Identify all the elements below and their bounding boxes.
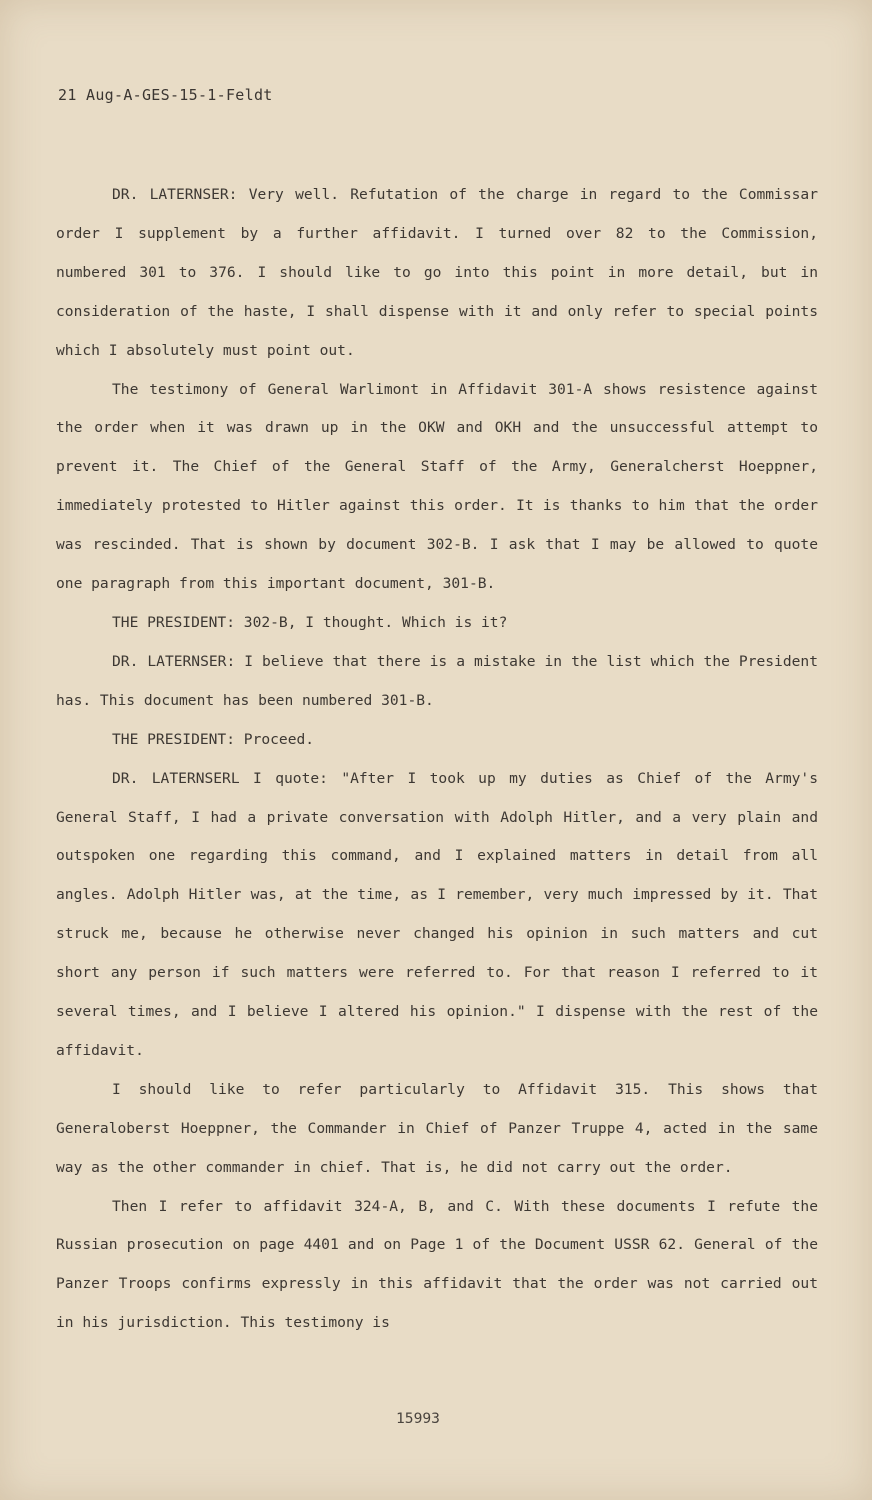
paragraph: THE PRESIDENT: 302-B, I thought. Which is it? [112,613,508,631]
paragraph: DR. LATERNSERL I quote: "After I took up my duties as Chief of the Army's General Staff, I had a private conversation with Adolph Hitler, and a very plain and outspoken one regarding this command, and I explained matters in detail from all angles. Adolph Hitler was, at the time, as I remember, very much impressed by it. That struck me, because he otherwise never changed his opinion in such matters and cut short any person if such matters were referred to. For that reason I referred to it several times, and I believe I altered his opinion." I dispense with the rest of the affidavit. [56,769,818,1059]
document-header: 21 Aug-A-GES-15-1-Feldt [58,86,273,104]
page-number: 15993 [396,1410,440,1427]
paragraph: DR. LATERNSER: I believe that there is a mistake in the list which the President has. This document has been numbered 301-B. [56,652,818,709]
paragraph: I should like to refer particularly to Affidavit 315. This shows that Generaloberst Hoeppner, the Commander in Chief of Panzer Truppe 4, acted in the same way as the other commander in chief. That is, he did not carry out the order. [56,1080,818,1176]
paragraph: THE PRESIDENT: Proceed. [112,730,315,748]
transcript-body [56,176,818,1343]
paragraph: DR. LATERNSER: Very well. Refutation of the charge in regard to the Commissar order I supplement by a further affidavit. I turned over 82 to the Commission, numbered 301 to 376. I should like to go into this point in more detail, but in consideration of the haste, I shall dispense with it and only refer to special points which I absolutely must point out. [56,186,818,359]
paragraph: Then I refer to affidavit 324-A, B, and C. With these documents I refute the Russian prosecution on page 4401 and on Page 1 of the Document USSR 62. General of the Panzer Troops confirms expressly in this affidavit that the order was not carried out in his jurisdiction. This testimony is [56,1197,818,1332]
paragraph: The testimony of General Warlimont in Affidavit 301-A shows resistence against the order when it was drawn up in the OKW and OKH and the unsuccessful attempt to prevent it. The Chief of the General Staff of the Army, Generalcherst Hoeppner, immediately protested to Hitler against this order. It is thanks to him that the order was rescinded. That is shown by document 302-B. I ask that I may be allowed to quote one paragraph from this important document, 301-B. [56,380,818,593]
